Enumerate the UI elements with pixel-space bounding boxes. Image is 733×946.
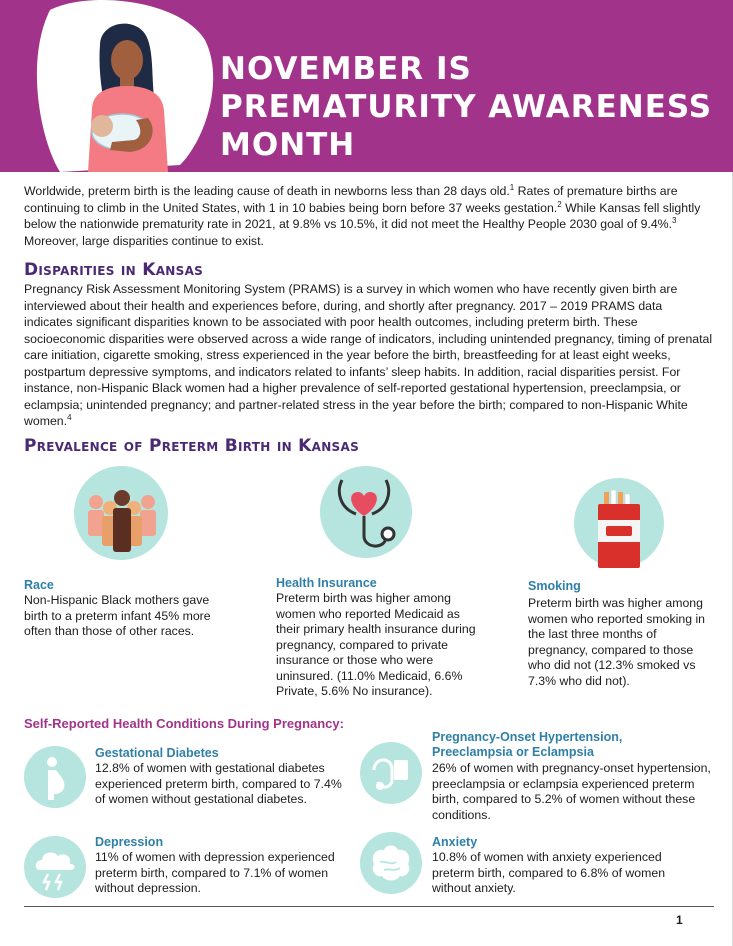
stethoscope-heart-icon — [334, 474, 404, 558]
brain-icon — [360, 832, 422, 894]
gestational-diabetes-text: 12.8% of women with gestational diabetes experienced preterm birth, compared to 7.4% of women without gestational diabetes. — [95, 761, 342, 806]
page-number: 1 — [676, 913, 683, 927]
pregnant-woman-icon — [24, 746, 86, 808]
insurance-title: Health Insurance — [276, 576, 377, 590]
insurance-text: Preterm birth was higher among women who reported Medicaid as their primary health insurance during pregnancy, compared to private insurance or those who were uninsured. (11.0% Medicaid, 6.6% Private, 5.6% No insurance). — [276, 591, 476, 698]
blood-pressure-cuff-icon — [360, 742, 422, 804]
disparities-paragraph: Pregnancy Risk Assessment Monitoring System (PRAMS) is a survey in which women who have recently given birth are interviewed about their health and experiences before, during, and shortly after pregnancy. 2017 – 2019 PRAMS data indicates significant disparities known to be associated with poor health outcomes, including preterm birth. These socioeconomic disparities were observed across a wide range of indicators, including unintended pregnancy, timing of prenatal care initiation, cigarette smoking, stress experienced in the year before the birth, breastfeeding for at least eight weeks, postpartum depressive symptoms, and indicators related to infants’ sleep habits. In addition, racial disparities persist. For instance, non-Hispanic Black women had a higher prevalence of self-reported gestational hypertension, preeclampsia, or eclampsia; unintended pregnancy; and partner-related stress in the year before the birth; compared to non-Hispanic White women.$^4$ — [24, 282, 713, 428]
smoking-text: Preterm birth was higher among women who reported smoking in the last three months of pregnancy, compared to those who did not (12.3% smoked vs 7.3% who did not). — [528, 596, 706, 688]
header-banner — [0, 0, 733, 172]
hypertension-text: 26% of women with pregnancy-onset hypertension, preeclampsia or eclampsia experienced preterm birth, compared to 5.2% of women without these conditions. — [432, 761, 711, 822]
mother-with-baby-illustration — [30, 0, 215, 172]
smoking-title: Smoking — [528, 579, 581, 593]
depression-text: 11% of women with depression experienced preterm birth, compared to 7.1% of women without depression. — [95, 850, 335, 895]
prevalence-heading: Prevalence of Preterm Birth in Kansas — [24, 436, 360, 456]
gestational-diabetes-title: Gestational Diabetes — [95, 746, 219, 760]
cigarette-pack-icon — [594, 490, 644, 570]
storm-cloud-icon — [24, 836, 86, 898]
page-title: NOVEMBER IS PREMATURITY AWARENESS MONTH — [220, 51, 713, 163]
race-title: Race — [24, 578, 54, 592]
hypertension-title: Pregnancy-Onset Hypertension, Preeclampsia or Eclampsia — [432, 730, 623, 759]
anxiety-title: Anxiety — [432, 835, 478, 849]
disparities-heading: Disparities in Kansas — [24, 260, 204, 280]
anxiety-text: 10.8% of women with anxiety experienced preterm birth, compared to 6.8% of women without anxiety. — [432, 850, 666, 895]
footer-divider — [24, 906, 714, 907]
depression-title: Depression — [95, 835, 164, 849]
intro-paragraph: Worldwide, preterm birth is the leading cause of death in newborns less than 28 days old.$^1$ Rates of premature births are continuing to climb in the United States, with 1 in 10 babies being born before 37 weeks gestation.$^2$ While Kansas fell slightly below the nationwide prematurity rate in 2021, at 9.8% vs 10.5%, it did not meet the Healthy People 2030 goal of 9.4%.$^3$ Moreover, large disparities continue to exist. — [24, 182, 701, 248]
people-group-icon — [82, 488, 162, 554]
race-text: Non-Hispanic Black mothers gave birth to a preterm infant 45% more often than those of other races. — [24, 593, 211, 638]
conditions-heading: Self-Reported Health Conditions During Pregnancy: — [24, 716, 344, 731]
